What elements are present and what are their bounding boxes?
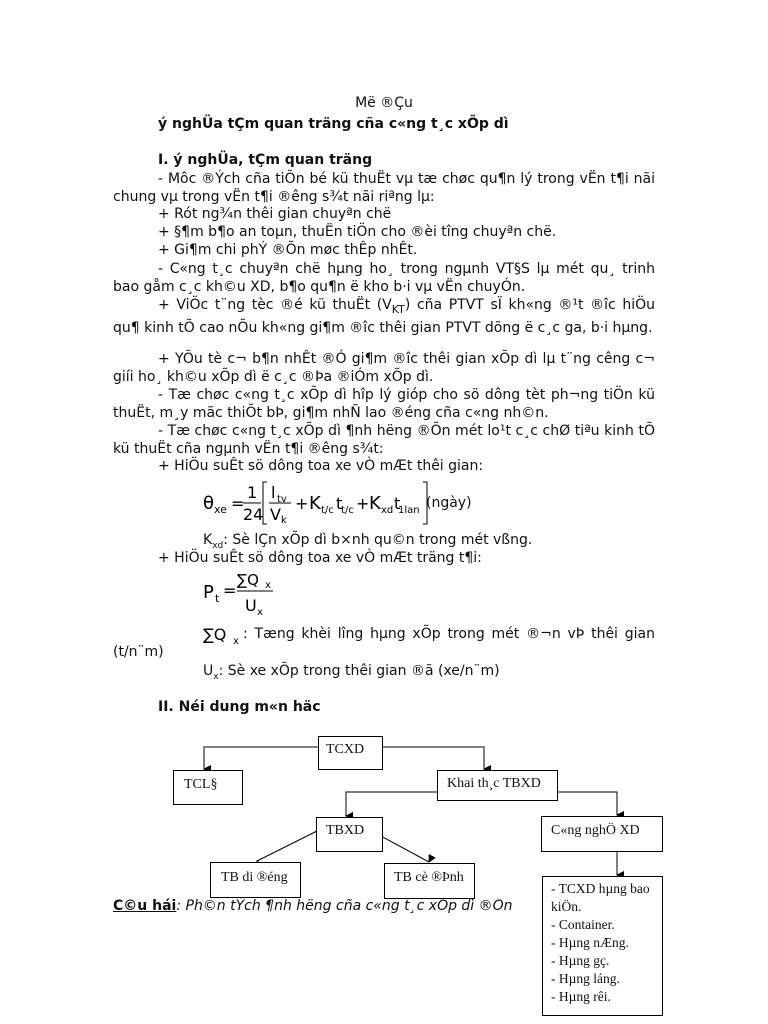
- svg-text:=: =: [223, 581, 237, 600]
- svg-text:xd: xd: [381, 505, 394, 516]
- list-item: - TCXD hµng bao kiÖn.: [551, 881, 650, 914]
- box-tb-co-dinh: TB cè ®Þnh: [384, 863, 475, 899]
- paragraph-1: - Môc ®Ých cña tiÕn bé kü thuËt vµ tæ chøc qu¶n lý trong vËn t¶i nãi chung vµ trong vËn t¶i ®êng s¾t nãi riªng lµ:: [113, 171, 655, 205]
- svg-text:24: 24: [243, 505, 264, 524]
- list-item: - Container.: [551, 917, 615, 932]
- list-item: - Hµng nÆng.: [551, 935, 629, 950]
- svg-text:x: x: [233, 636, 239, 647]
- svg-text:x: x: [265, 580, 271, 591]
- svg-text:x: x: [257, 607, 263, 618]
- box-khai-thac: Khai th¸c TBXD: [437, 770, 558, 801]
- svg-text:k: k: [281, 515, 287, 526]
- bullet-2: + §¶m b¶o an toµn, thuËn tiÖn cho ®èi tîng chuyªn chë.: [158, 224, 557, 240]
- svg-text:∑Q: ∑Q: [203, 625, 227, 644]
- paragraph-2: - C«ng t¸c chuyªn chë hµng ho¸ trong ngµnh VT§S lµ mét qu¸ trinh bao gåm c¸c kh©u XD, b¶o qu¶n ë kho b·i vµ vËn chuyÓn.: [113, 261, 655, 295]
- svg-text:θ: θ: [203, 493, 215, 514]
- svg-text:1lan: 1lan: [398, 505, 420, 516]
- formula-unit: (ngày): [426, 495, 472, 511]
- sumq-definition: : Tæng khèi lîng hµng xÕp trong mét ®¬n vÞ thêi gian (t/n¨m): [113, 626, 655, 660]
- svg-text:l: l: [271, 483, 276, 502]
- paragraph-7: + HiÖu suÊt sö dông toa xe vÒ mÆt thêi gian:: [158, 458, 484, 474]
- box-tb-di-dong: TB di ®éng: [210, 862, 301, 898]
- svg-text:V: V: [270, 505, 281, 524]
- question-label: C©u hái: [113, 898, 177, 914]
- box-tcl: TCL§: [173, 770, 243, 805]
- list-item: - Hµng láng.: [551, 971, 620, 986]
- box-tcxd: TCXD: [318, 736, 383, 770]
- svg-text:t: t: [336, 494, 343, 513]
- kxd-definition: $K_{xd}$: Sè lÇn xÕp dì b×nh qu©n trong mét vßng.: [203, 532, 533, 551]
- subtitle: ý nghÜa tÇm quan träng cña c«ng t¸c xÕp dì: [158, 116, 509, 132]
- svg-text:+: +: [356, 494, 370, 513]
- svg-text:K: K: [369, 493, 381, 514]
- svg-text:U: U: [245, 596, 257, 615]
- svg-text:K: K: [309, 493, 321, 514]
- question: [113, 898, 538, 914]
- paragraph-3: + ViÖc t¨ng tèc ®é kü thuËt $(V_{KT})$ cña PTVT sÏ kh«ng ®¹t ®îc hiÖu qu¶ kinh tÕ cao nÕu kh«ng gi¶m ®îc thêi gian PTVT dõng ë c¸c ga, b·i hµng.: [113, 297, 655, 336]
- box-tbxd: TBXD: [316, 817, 383, 852]
- bullet-1: + Rót ng¾n thêi gian chuyªn chë: [158, 206, 392, 222]
- box-cong-nghe: C«ng nghÖ XD: [541, 816, 663, 852]
- svg-text:t/c: t/c: [341, 505, 354, 516]
- svg-text:xe: xe: [214, 503, 227, 516]
- svg-text:=: =: [231, 494, 245, 513]
- section2-title: II. Néi dung m«n häc: [158, 699, 321, 715]
- svg-text:∑Q: ∑Q: [237, 571, 259, 589]
- svg-text:t: t: [215, 592, 220, 605]
- svg-text:t/c: t/c: [321, 505, 334, 516]
- svg-text:P: P: [203, 582, 214, 603]
- paragraph-5: - Tæ chøc c«ng t¸c xÕp dì hîp lý gióp cho sö dông tèt ph¬ng tiÖn kü thuËt, m¸y mãc thiÕt bÞ, gi¶m nhÑ lao ®éng cña c«ng nh©n.: [113, 387, 655, 421]
- svg-text:1: 1: [247, 483, 258, 502]
- paragraph-4: + YÕu tè c¬ b¶n nhÊt ®Ó gi¶m ®îc thêi gian xÕp dì lµ t¨ng cêng c¬ giíi ho¸ kh©u xÕp dì ë c¸c ®Þa ®iÓm xÕp dì.: [113, 351, 655, 385]
- question-text: : Ph©n tÝch ¶nh hëng cña c«ng t¸c xÕp dì ®Õn: [176, 898, 513, 914]
- svg-text:t: t: [394, 494, 401, 513]
- list-item: - Hµng rêi.: [551, 989, 611, 1004]
- ux-definition: $U_x$: Sè xe xÕp trong thêi gian ®ã (xe/n¨m): [203, 663, 500, 682]
- box-cong-nghe-list: [542, 876, 663, 1016]
- svg-text:tv: tv: [277, 494, 287, 505]
- intro-title: Më ®Çu: [355, 95, 413, 111]
- bullet-3: + Gi¶m chi phÝ ®Õn møc thÊp nhÊt.: [158, 242, 418, 258]
- paragraph-6: - Tæ chøc c«ng t¸c xÕp dì ¶nh hëng ®Õn mét lo¹t c¸c chØ tiªu kinh tÕ kü thuËt cña ngµnh vËn t¶i ®êng s¾t:: [113, 423, 655, 457]
- svg-text:+: +: [295, 494, 309, 513]
- list-item: - Hµng gç.: [551, 953, 610, 968]
- paragraph-8: + HiÖu suÊt sö dông toa xe vÒ mÆt träng t¶i:: [158, 550, 482, 566]
- section1-title: I. ý nghÜa, tÇm quan träng: [158, 152, 373, 168]
